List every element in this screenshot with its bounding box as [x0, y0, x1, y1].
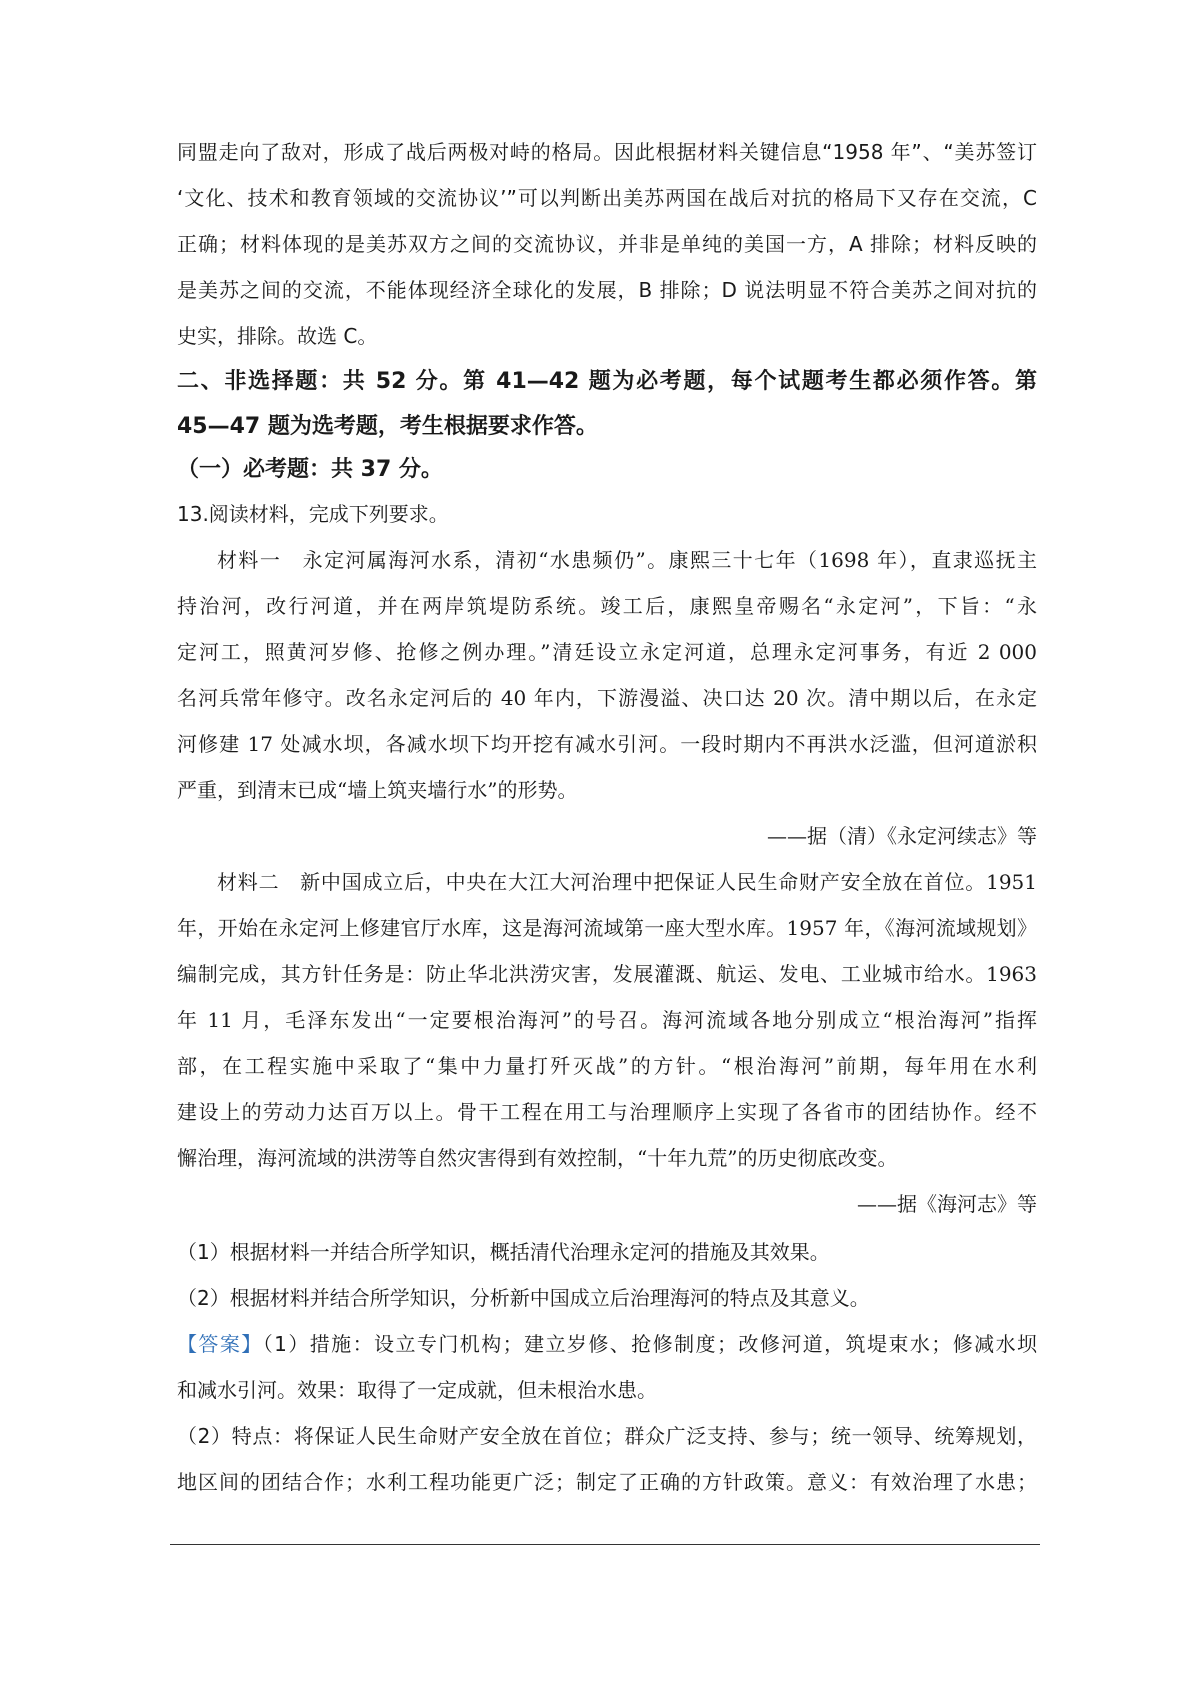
material-2-line: 年 11 月，毛泽东发出“一定要根治海河”的号召。海河流域各地分别成立“根治海河”指挥 [177, 1008, 1037, 1032]
material-1-line: 严重，到清末已成“墙上筑夹墙行水”的形势。 [177, 778, 578, 802]
material-1-line: 持治河，改行河道，并在两岸筑堤防系统。竣工后，康熙皇帝赐名“永定河”，下旨：“永 [177, 594, 1037, 618]
answer-text: （1）措施：设立专门机构；建立岁修、抢修制度；改修河道，筑堤束水；修减水坝 [262, 1332, 1037, 1356]
section-heading: 二、非选择题：共 52 分。第 41—42 题为必考题，每个试题考生都必须作答。第 [177, 369, 1037, 394]
material-2-line: 部，在工程实施中采取了“集中力量打歼灭战”的方针。“根治海河”前期，每年用在水利 [177, 1054, 1037, 1078]
explanation-line: 正确；材料体现的是美苏双方之间的交流协议，并非是单纯的美国一方，A 排除；材料反映的 [177, 232, 1037, 256]
section-heading: 45—47 题为选考题，考生根据要求作答。 [177, 414, 598, 439]
material-2-line: 懈治理，海河流域的洪涝等自然灾害得到有效控制，“十年九荒”的历史彻底改变。 [177, 1146, 898, 1170]
question-stem: 13.阅读材料，完成下列要求。 [177, 502, 449, 526]
explanation-line: 史实，排除。故选 C。 [177, 324, 378, 348]
answer-line: （2）特点：将保证人民生命财产安全放在首位；群众广泛支持、参与；统一领导、统筹规划， [177, 1424, 1037, 1448]
material-1-line: 定河工，照黄河岁修、抢修之例办理。”清廷设立永定河道，总理永定河事务，有近 2 000 [177, 640, 1037, 664]
answer-tag: 【答案】 [177, 1332, 263, 1356]
answer-line: 和减水引河。效果：取得了一定成就，但未根治水患。 [177, 1378, 657, 1402]
material-2-line: 材料二 新中国成立后，中央在大江大河治理中把保证人民生命财产安全放在首位。1951 [217, 870, 1037, 894]
explanation-line: ‘文化、技术和教育领域的交流协议’”可以判断出美苏两国在战后对抗的格局下又存在交流，C [177, 186, 1037, 210]
material-2-line: 建设上的劳动力达百万以上。骨干工程在用工与治理顺序上实现了各省市的团结协作。经不 [177, 1100, 1037, 1124]
material-1-source: ——据（清）《永定河续志》等 [767, 824, 1037, 848]
explanation-line: 是美苏之间的交流，不能体现经济全球化的发展，B 排除；D 说法明显不符合美苏之间对抗的 [177, 278, 1037, 302]
footer-divider [170, 1544, 1040, 1545]
answer-line [177, 1330, 1037, 1358]
section-subheading: （一）必考题：共 37 分。 [177, 457, 443, 482]
material-1-line: 材料一 永定河属海河水系，清初“水患频仍”。康熙三十七年（1698 年），直隶巡抚主 [217, 548, 1037, 572]
material-1-line: 河修建 17 处减水坝，各减水坝下均开挖有减水引河。一段时期内不再洪水泛滥，但河道淤积 [177, 732, 1037, 756]
sub-question-2: （2）根据材料并结合所学知识，分析新中国成立后治理海河的特点及其意义。 [177, 1286, 870, 1310]
sub-question-1: （1）根据材料一并结合所学知识，概括清代治理永定河的措施及其效果。 [177, 1240, 830, 1264]
material-1-line: 名河兵常年修守。改名永定河后的 40 年内，下游漫溢、决口达 20 次。清中期以后，在永定 [177, 686, 1037, 710]
answer-line: 地区间的团结合作；水利工程功能更广泛；制定了正确的方针政策。意义：有效治理了水患； [177, 1470, 1037, 1494]
material-2-source: ——据《海河志》等 [857, 1192, 1037, 1216]
explanation-line: 同盟走向了敌对，形成了战后两极对峙的格局。因此根据材料关键信息“1958 年”、“美苏签订 [177, 140, 1037, 164]
material-2-line: 年，开始在永定河上修建官厅水库，这是海河流域第一座大型水库。1957 年，《海河流域规划》 [177, 916, 1037, 940]
material-2-line: 编制完成，其方针任务是：防止华北洪涝灾害，发展灌溉、航运、发电、工业城市给水。1963 [177, 962, 1037, 986]
